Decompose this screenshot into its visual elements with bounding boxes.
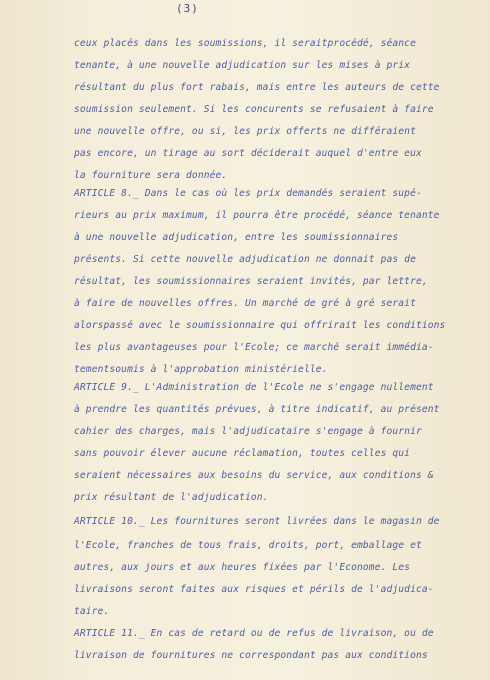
text-line: alorspassé avec le soumissionnaire qui offrirait les conditions: [74, 320, 446, 331]
text-line: la fourniture sera donnée.: [74, 170, 228, 181]
text-line: pas encore, un tirage au sort déciderait auquel d'entre eux: [74, 148, 422, 159]
text-line: à une nouvelle adjudication, entre les soumissionnaires: [74, 232, 399, 243]
text-line: résultat, les soumissionnaires seraient invités, par lettre,: [74, 276, 428, 287]
page-number: (3): [176, 2, 199, 15]
text-line: une nouvelle offre, ou si, les prix offerts ne différaient: [74, 126, 416, 137]
text-line: autres, aux jours et aux heures fixées par l'Econome. Les: [74, 562, 411, 573]
text-line: tementsoumis à l'approbation ministérielle.: [74, 364, 328, 375]
text-line: ceux placés dans les soumissions, il seraitprocédé, séance: [74, 38, 416, 49]
text-line: à faire de nouvelles offres. Un marché de gré à gré serait: [74, 298, 416, 309]
text-line: ARTICLE 10._ Les fournitures seront livrées dans le magasin de: [74, 516, 440, 527]
text-line: prix résultant de l'adjudication.: [74, 492, 269, 503]
text-line: à prendre les quantités prévues, à titre indicatif, au présent: [74, 404, 440, 415]
text-line: les plus avantageuses pour l'Ecole; ce marché serait immédia-: [74, 342, 434, 353]
text-line: résultant du plus fort rabais, mais entre les auteurs de cette: [74, 82, 440, 93]
text-line: cahier des charges, mais l'adjudicataire s'engage à fournir: [74, 426, 422, 437]
text-line: soumission seulement. Si les concurents se refusaient à faire: [74, 104, 434, 115]
text-line: taire.: [74, 606, 110, 617]
text-line: ARTICLE 9._ L'Administration de l'Ecole ne s'engage nullement: [74, 382, 434, 393]
text-line: livraisons seront faites aux risques et périls de l'adjudica-: [74, 584, 434, 595]
text-line: présents. Si cette nouvelle adjudication ne donnait pas de: [74, 254, 416, 265]
text-line: rieurs au prix maximum, il pourra être procédé, séance tenante: [74, 210, 440, 221]
text-line: ARTICLE 11._ En cas de retard ou de refus de livraison, ou de: [74, 628, 434, 639]
text-line: tenante, à une nouvelle adjudication sur les mises à prix: [74, 60, 411, 71]
text-line: seraient nécessaires aux besoins du service, aux conditions &: [74, 470, 434, 481]
text-line: sans pouvoir élever aucune réclamation, toutes celles qui: [74, 448, 411, 459]
text-line: ARTICLE 8._ Dans le cas où les prix demandés seraient supé-: [74, 188, 422, 199]
text-line: l'Ecole, franches de tous frais, droits, port, emballage et: [74, 540, 422, 551]
text-line: livraison de fournitures ne correspondant pas aux conditions: [74, 650, 428, 661]
